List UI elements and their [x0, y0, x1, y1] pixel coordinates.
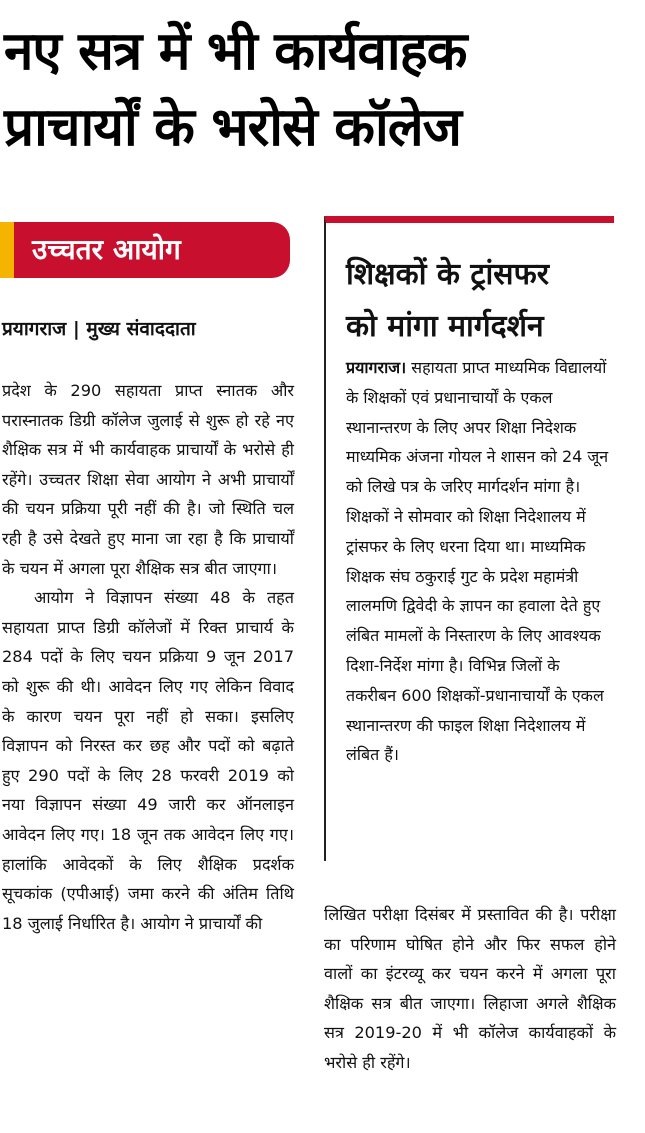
headline-line-2: प्राचार्यों के भरोसे कॉलेज — [4, 97, 461, 158]
headline-line-1: नए सत्र में भी कार्यवाहक — [4, 21, 467, 82]
section-kicker — [0, 222, 290, 278]
main-story-paragraph-1: प्रदेश के 290 सहायता प्राप्त स्नातक और परास्नातक डिग्री कॉलेज जुलाई से शुरू हो रहे नए शैक्षिक सत्र में भी कार्यवाहक प्राचार्यों के भरोसे ही रहेंगे। उच्चतर शिक्षा सेवा आयोग ने अभी प्राचार्यों की चयन प्रक्रिया पूरी नहीं की है। जो स्थिति चल रही है उसे देखते हुए माना जा रहा है कि प्राचार्यों के चयन में अगला पूरा शैक्षिक सत्र बीत जाएगा। — [2, 381, 294, 578]
page-headline — [4, 14, 634, 166]
main-story-continuation — [324, 900, 616, 1078]
sidebar-story-box — [324, 216, 614, 861]
sidebar-dateline: प्रयागराज। — [346, 358, 407, 377]
sidebar-story-text: सहायता प्राप्त माध्यमिक विद्यालयों के शिक्षकों एवं प्रधानाचार्यों के एकल स्थानान्तरण के लिए अपर शिक्षा निदेशक माध्यमिक अंजना गोयल ने शासन को 24 जून को लिखे पत्र के जरिए मार्गदर्शन मांगा है। शिक्षकों ने सोमवार को शिक्षा निदेशालय में ट्रांसफर के लिए धरना दिया था। माध्यमिक शिक्षक संघ ठकुराई गुट के प्रदेश महामंत्री लालमणि द्विवेदी के ज्ञापन का हवाला देते हुए लंबित मामलों के निस्तारण के लिए आवश्यक दिशा-निर्देश मांगा है। विभिन्न जिलों के तकरीबन 600 शिक्षकों-प्रधानाचार्यों के एकल स्थानान्तरण की फाइल शिक्षा निदेशालय में लंबित हैं। — [346, 358, 609, 765]
sidebar-headline-line-2: को मांगा मार्गदर्शन — [346, 309, 544, 344]
sidebar-headline-line-1: शिक्षकों के ट्रांसफर — [346, 257, 549, 292]
sidebar-headline — [346, 249, 616, 353]
main-story-paragraph-2: आयोग ने विज्ञापन संख्या 48 के तहत सहायता प्राप्त डिग्री कॉलेजों में रिक्त प्राचार्य के 284 पदों के लिए चयन प्रक्रिया 9 जून 2017 को शुरू की थी। आवेदन लिए गए लेकिन विवाद के कारण चयन पूरा नहीं हो सका। इसलिए विज्ञापन को निरस्त कर छह और पदों को बढ़ाते हुए 290 पदों के लिए 28 फरवरी 2019 को नया विज्ञापन संख्या 49 जारी कर ऑनलाइन आवेदन लिए गए। 18 जून तक आवेदन लिए गए। हालांकि आवेदकों के लिए शैक्षिक प्रदर्शक सूचकांक (एपीआई) जमा करने की अंतिम तिथि 18 जुलाई निर्धारित है। आयोग ने प्राचार्यों की — [2, 588, 294, 933]
kicker-label: उच्चतर आयोग — [32, 233, 181, 266]
main-story-column — [2, 376, 294, 938]
byline: प्रयागराज | मुख्य संवाददाता — [2, 318, 196, 340]
sidebar-story-body — [346, 353, 612, 770]
main-story-continuation-text: लिखित परीक्षा दिसंबर में प्रस्तावित की है। परीक्षा का परिणाम घोषित होने और फिर सफल होने वालों का इंटरव्यू कर चयन करने में अगला पूरा शैक्षिक सत्र बीत जाएगा। लिहाजा अगले शैक्षिक सत्र 2019-20 में भी कॉलेज कार्यवाहकों के भरोसे ही रहेंगे। — [324, 905, 616, 1072]
kicker-accent-bar — [0, 222, 14, 278]
